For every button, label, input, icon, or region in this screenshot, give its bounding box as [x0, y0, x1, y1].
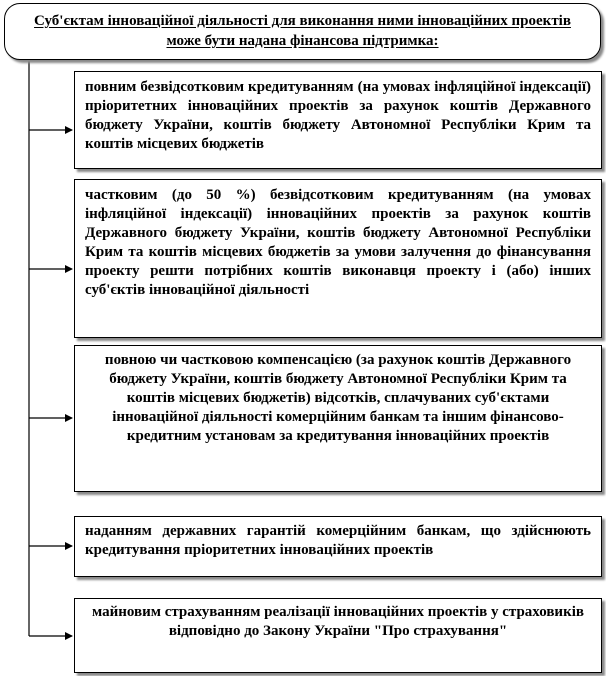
support-item-text: частковим (до 50 %) безвідсотковим кредитуванням (на умовах інфляційної індексації) інноваційних проектів за рахунок коштів Державного бюджету України, коштів бюджету Автономної Республіки Крим та коштів місцевих бюджетів за умови залучення до фінансування проекту решти потрібних коштів виконавця проекту і (або) інших суб'єктів інноваційної діяльності: [85, 187, 591, 298]
title-box: [4, 3, 601, 60]
support-item-box: [74, 71, 602, 169]
support-item-text: майновим страхуванням реалізації інноваційних проектів у страховиків відповідно до Закону України "Про страхування": [91, 604, 584, 639]
support-item-text: наданням державних гарантій комерційним банкам, що здійснюють кредитування пріоритетних інноваційних проектів: [85, 523, 591, 558]
support-item-box: [74, 598, 602, 673]
support-item-box: [74, 516, 602, 577]
support-item-box: [74, 345, 602, 492]
title-text: Суб'єктам інноваційної діяльності для виконання ними інноваційних проектів може бути надана фінансова підтримка:: [34, 13, 571, 49]
support-item-box: [74, 179, 602, 338]
support-item-text: повним безвідсотковим кредитуванням (на умовах інфляційної індексації) пріоритетних інноваційних проектів за рахунок коштів Державного бюджету України, коштів бюджету Автономної Республіки Крим та коштів місцевих бюджетів: [85, 79, 591, 152]
support-item-text: повною чи частковою компенсацією (за рахунок коштів Державного бюджету України, коштів бюджету Автономної Республіки Крим та коштів місцевих бюджетів) відсотків, сплачуваних суб'єктами інноваційної діяльності комерційним банкам та іншим фінансово-кредитним установам за кредитування інноваційних проектів: [104, 352, 572, 444]
